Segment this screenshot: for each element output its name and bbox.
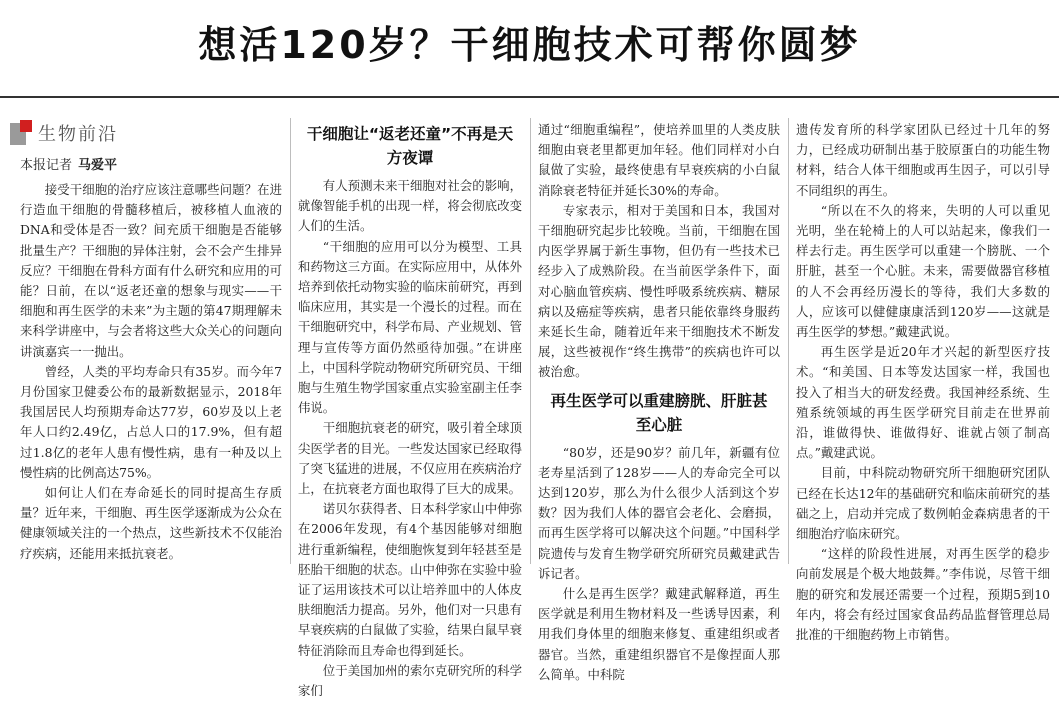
column-divider (530, 118, 531, 564)
subheading-regenerative-medicine: 再生医学可以重建膀胱、肝脏甚至心脏 (550, 391, 768, 434)
reporter-label: 本报记者 (20, 158, 73, 173)
headline-rule (0, 96, 1059, 98)
paragraph: 如何让人们在寿命延长的同时提高生存质量？近年来，干细胞、再生医学逐渐成为公众在健康领域关注的一个热点，这些新技术不仅能治疗疾病，还能用来抵抗衰老。 (20, 485, 282, 561)
paragraph: 曾经，人类的平均寿命只有35岁。而今年7月份国家卫健委公布的最新数据显示，2018年我国居民人均预期寿命达77岁，60岁及以上老年人口约2.49亿，占总人口的17.9%，但有超过1.8亿的老年人患有慢性病，患有一种及以上慢性病的比例高达75%。 (20, 363, 282, 480)
paragraph: 什么是再生医学？戴建武解释道，再生医学就是利用生物材料及一些诱导因素，利用我们身体里的细胞来修复、重建组织或者器官。当然，重建组织器官不是像捏面人那么简单。中科院 (538, 586, 780, 682)
reporter-byline (20, 154, 117, 173)
article-column-2 (298, 122, 522, 699)
column-divider (290, 118, 291, 564)
subheading-rejuvenation: 干细胞让“返老还童”不再是天方夜谭 (306, 125, 514, 167)
paragraph: “这样的阶段性进展，对再生医学的稳步向前发展是个极大地鼓舞。”李伟说，尽管干细胞的研究和发展还需要一个过程，预期5到10年内，将会有经过国家食品药品监督管理总局批准的干细胞药物上市销售。 (796, 546, 1050, 643)
paragraph: 遗传发育所的科学家团队已经过十几年的努力，已经成功研制出基于胶原蛋白的功能生物材料，结合人体干细胞或再生因子，可以引导不同组织的再生。 (796, 122, 1050, 198)
paragraph: 专家表示，相对于美国和日本，我国对干细胞研究起步比较晚。当前，干细胞在国内医学界属于新生事物，但仍有一些技术已经步入了成熟阶段。在当前医学条件下，面对心脑血管疾病、慢性呼吸系统疾病、糖尿病以及癌症等疾病，患者只能依靠终身服药来延长生命，随着近年来干细胞技术不断发展，这些被视作“终生携带”的疾病也许可以被治愈。 (538, 202, 780, 380)
headline: 想活120岁？干细胞技术可帮你圆梦 (198, 23, 861, 67)
section-tag-label: 生物前沿 (38, 124, 118, 145)
column-divider (788, 118, 789, 564)
paragraph: 位于美国加州的索尔克研究所的科学家们 (298, 662, 522, 699)
paragraph: 干细胞抗衰老的研究，吸引着全球顶尖医学者的目光。一些发达国家已经取得了突飞猛进的进展，不仅应用在疾病治疗上，在抗衰老方面也取得了巨大的成果。 (298, 420, 522, 497)
paragraph: “所以在不久的将来，失明的人可以重见光明，坐在轮椅上的人可以站起来，像我们一样去行走。再生医学可以重建一个膀胱、一个肝脏，甚至一个心脏。未来，需要做器官移植的人不会再经历漫长的等待，我们大多数的人，应该可以健健康康活到120岁——这就是再生医学的梦想。”戴建武说。 (796, 202, 1050, 340)
paragraph: 有人预测未来干细胞对社会的影响，就像智能手机的出现一样，将会彻底改变人们的生活。 (298, 178, 522, 234)
paragraph: 接受干细胞的治疗应该注意哪些问题？在进行造血干细胞的骨髓移植后，被移植人血液的DNA和受体是否一致？间充质干细胞是否能够批量生产？干细胞的异体注射，会不会产生排异反应？干细胞在骨科方面有什么研究和应用的可能？日前，在以“返老还童的想象与现实——干细胞和再生医学的未来”为主题的第47期理解未来科学讲座中，与会者将这些大众关心的问题向讲演嘉宾一一抛出。 (20, 182, 282, 359)
article-column-1 (20, 180, 282, 570)
section-tag (10, 120, 190, 146)
paragraph: “80岁，还是90岁？前几年，新疆有位老寿星活到了128岁——人的寿命完全可以达到120岁，那么为什么很少人活到这个岁数？因为我们人体的器官会老化、会磨损，而再生医学将可以解决这个问题。”中国科学院遗传与发育生物学研究所研究员戴建武告诉记者。 (538, 444, 780, 581)
paragraph: 目前，中科院动物研究所干细胞研究团队已经在长达12年的基础研究和临床前研究的基础之上，启动并完成了数例帕金森病患者的干细胞治疗临床研究。 (796, 465, 1050, 542)
paragraph: “干细胞的应用可以分为模型、工具和药物这三方面。在实际应用中，从体外培养到依托动物实验的临床前研究，再到临床应用，其实是一个漫长的过程。而在干细胞研究中，科学布局、产业规划、管理与宣传等方面仍然亟待加强。”在讲座上，中国科学院动物研究所研究员、干细胞与生殖生物学国家重点实验室副主任李伟说。 (298, 238, 522, 416)
paragraph: 通过“细胞重编程”，使培养皿里的人类皮肤细胞由衰老里都更加年轻。他们同样对小白鼠做了实验，最终使患有早衰疾病的小白鼠消除衰老特征并延长30%的寿命。 (538, 122, 780, 198)
reporter-name: 马爱平 (78, 158, 118, 173)
section-tag-red-square (20, 120, 32, 132)
paragraph: 诺贝尔获得者、日本科学家山中伸弥在2006年发现，有4个基因能够对细胞进行重新编程，使细胞恢复到年轻甚至是胚胎干细胞的状态。山中伸弥在实验中验证了运用该技术可以让培养皿中的人体皮肤细胞活力提高。另外，他们对一只患有早衰疾病的白鼠做了实验，结果白鼠早衰特征消除而且寿命也得到延长。 (298, 501, 522, 658)
article-column-3 (538, 120, 780, 682)
paragraph: 再生医学是近20年才兴起的新型医疗技术。“和美国、日本等发达国家一样，我国也投入了相当大的研发经费。我国神经系统、生殖系统领域的再生医学研究目前走在世界前沿，谁做得快、谁做得好、谁就占领了制高点。”戴建武说。 (796, 344, 1050, 461)
article-column-4 (796, 120, 1050, 643)
